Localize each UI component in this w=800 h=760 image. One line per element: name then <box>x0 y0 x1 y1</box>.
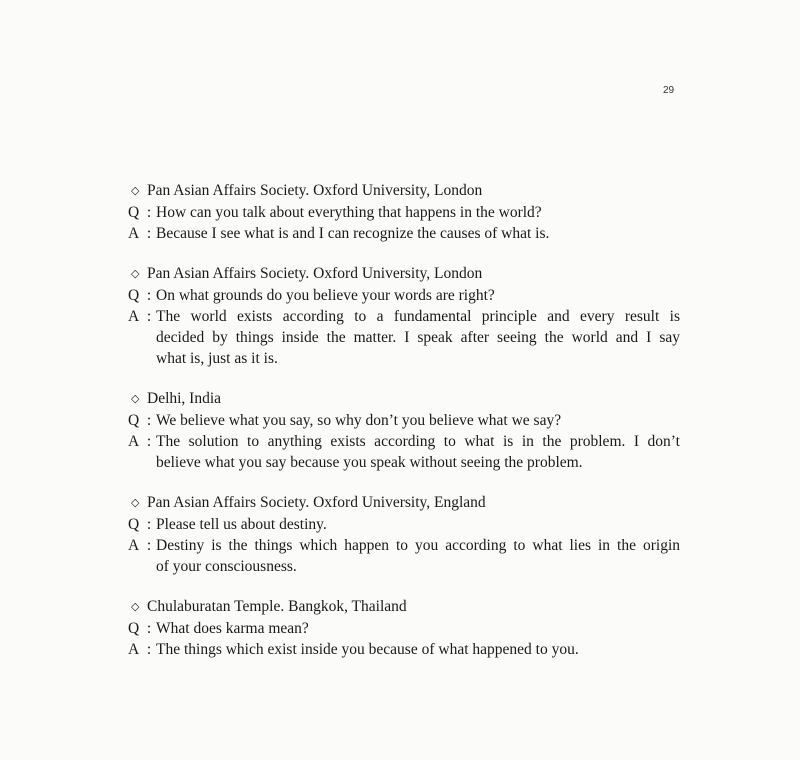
entry-source-line <box>128 388 680 410</box>
answer-text <box>156 431 680 473</box>
qa-entry <box>128 492 680 577</box>
qa-entries <box>128 180 680 679</box>
qa-entry <box>128 388 680 473</box>
answer-marker: A <box>128 537 140 554</box>
question-marker: Q <box>128 287 140 304</box>
answer-line: what is, just as it is. <box>156 350 278 367</box>
answer-line: The things which exist inside you because of what happened to you. <box>156 641 579 658</box>
colon-separator: : <box>146 204 152 221</box>
question-text: What does karma mean? <box>156 620 309 637</box>
qa-entry <box>128 596 680 660</box>
colon-separator: : <box>146 287 152 304</box>
entry-source-line <box>128 263 680 285</box>
diamond-icon: ◇ <box>131 268 140 280</box>
question-text: We believe what you say, so why don’t you believe what we say? <box>156 412 562 429</box>
question-line <box>128 410 680 431</box>
answer-text <box>156 306 680 369</box>
answer-block <box>128 306 680 369</box>
question-marker: Q <box>128 516 140 533</box>
qa-entry <box>128 263 680 369</box>
page-number: 29 <box>663 85 675 96</box>
question-text: Please tell us about destiny. <box>156 516 327 533</box>
diamond-icon: ◇ <box>131 601 140 613</box>
question-line <box>128 618 680 639</box>
answer-line: Destiny is the things which happen to you according to what lies in the origin <box>156 537 680 554</box>
diamond-icon: ◇ <box>131 185 140 197</box>
entry-source-line <box>128 180 680 202</box>
diamond-icon: ◇ <box>131 497 140 509</box>
question-marker: Q <box>128 412 140 429</box>
colon-separator: : <box>146 308 152 325</box>
answer-block <box>128 223 680 244</box>
answer-block <box>128 431 680 473</box>
answer-text <box>156 535 680 577</box>
question-marker: Q <box>128 620 140 637</box>
answer-line: of your consciousness. <box>156 558 297 575</box>
colon-separator: : <box>146 537 152 554</box>
colon-separator: : <box>146 641 152 658</box>
colon-separator: : <box>146 433 152 450</box>
answer-block <box>128 639 680 660</box>
answer-marker: A <box>128 308 140 325</box>
question-line <box>128 285 680 306</box>
question-line <box>128 514 680 535</box>
answer-text <box>156 223 680 244</box>
answer-line: Because I see what is and I can recognize the causes of what is. <box>156 225 550 242</box>
entry-source-line <box>128 596 680 618</box>
qa-entry <box>128 180 680 244</box>
answer-line: believe what you say because you speak without seeing the problem. <box>156 454 583 471</box>
question-marker: Q <box>128 204 140 221</box>
entry-source: Pan Asian Affairs Society. Oxford University, London <box>147 265 483 282</box>
answer-marker: A <box>128 225 140 242</box>
answer-marker: A <box>128 641 140 658</box>
colon-separator: : <box>146 620 152 637</box>
entry-source: Pan Asian Affairs Society. Oxford University, England <box>147 494 486 511</box>
entry-source: Delhi, India <box>147 390 222 407</box>
entry-source: Pan Asian Affairs Society. Oxford University, London <box>147 182 483 199</box>
answer-line: decided by things inside the matter. I speak after seeing the world and I say <box>156 329 680 346</box>
question-line <box>128 202 680 223</box>
entry-source-line <box>128 492 680 514</box>
question-text: How can you talk about everything that happens in the world? <box>156 204 542 221</box>
colon-separator: : <box>146 225 152 242</box>
answer-marker: A <box>128 433 140 450</box>
entry-source: Chulaburatan Temple. Bangkok, Thailand <box>147 598 407 615</box>
answer-line: The world exists according to a fundamental principle and every result is <box>156 308 680 325</box>
answer-text <box>156 639 680 660</box>
answer-line: The solution to anything exists according to what is in the problem. I don’t <box>156 433 680 450</box>
colon-separator: : <box>146 412 152 429</box>
question-text: On what grounds do you believe your words are right? <box>156 287 495 304</box>
answer-block <box>128 535 680 577</box>
colon-separator: : <box>146 516 152 533</box>
diamond-icon: ◇ <box>131 393 140 405</box>
